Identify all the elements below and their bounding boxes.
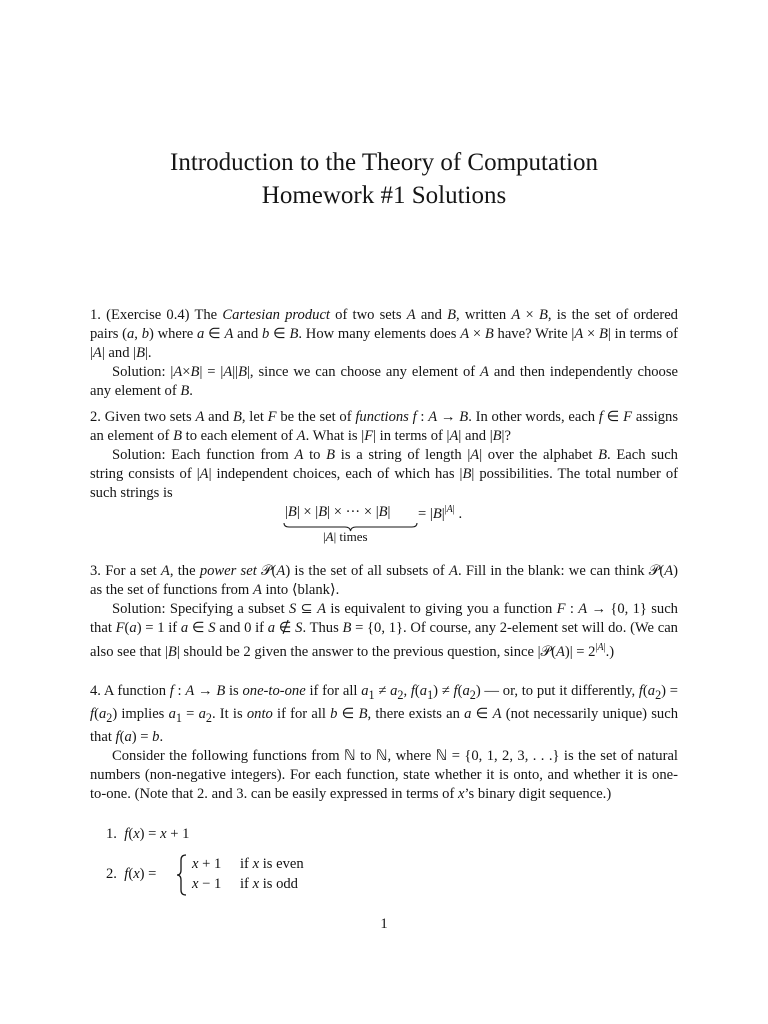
problem-3 [90, 562, 678, 662]
problem-1 [90, 306, 678, 401]
page-number: 1 [380, 916, 388, 932]
left-brace-icon [176, 854, 188, 896]
case-2-expression: x − 1 [192, 876, 222, 892]
problem-4-question: 4. A function f : A → B is one-to-one if for all $a_1 \ne a_2$, $f(a_1) \ne f(a_2)$ — or, to put it differently, $f(a_2) = f(a_2)$ implies $a_1 = a_2$. It is onto if for all b ∈ B, there exists an a ∈ A (not necessarily unique) such that f(a) = b. [90, 683, 678, 745]
problem-2 [90, 408, 678, 503]
case-2-condition: if x is odd [240, 876, 298, 892]
problem-3-question: 3. For a set A, the power set 𝒫(A) is the set of all subsets of A. Fill in the blank: we can think 𝒫(A) as the set of functions from A into ⟨blank⟩. [90, 563, 678, 598]
underbrace-label: |A| times [323, 529, 368, 544]
title-line-2: Homework #1 Solutions [261, 182, 507, 209]
problem-1-question: 1. (Exercise 0.4) The Cartesian product of two sets A and B, written A × B, is the set of ordered pairs (a, b) where a ∈ A and b ∈ B. How many elements does A × B have? Write |A × B| in terms of |A| and |B|. [90, 307, 679, 361]
problem-4-detail: Consider the following functions from ℕ to ℕ, where ℕ = {0, 1, 2, 3, . . .} is the set of natural numbers (non-negative integers). For each function, state whether it is onto, and whether it is one-to-one. (Note that 2. and 3. can be easily expressed in terms of x’s binary digit sequence.) [90, 747, 678, 802]
document-title [0, 146, 768, 212]
title-line-1: Introduction to the Theory of Computation [170, 149, 598, 176]
problem-2-question: 2. Given two sets A and B, let F be the set of functions f : A → B. In other words, each f ∈ F assigns an element of B to each element of A. What is |F| in terms of |A| and |B|? [90, 409, 679, 444]
function-item-2 [106, 852, 406, 898]
function-item-1: 1. f(x) = x + 1 [106, 826, 190, 842]
problem-1-solution: Solution: |A×B| = |A||B|, since we can choose any element of A and then independently choose any element of B. [90, 364, 678, 399]
problem-3-solution: Solution: Specifying a subset S ⊆ A is equivalent to giving you a function F : A → {0, 1} such that F(a) = 1 if a ∈ S and 0 if a ∉ S. Thus B = {0, 1}. Of course, any 2-element set will do. (We can also see that |B| should be 2 given the answer to the previous question, since |𝒫(A)| = $2^{|A|}$.) [90, 601, 678, 660]
case-1-condition: if x is even [240, 856, 304, 872]
formula-product: |B| × |B| × ··· × |B| [285, 504, 391, 520]
formula-result: = $|B|^{|A|}$ . [418, 504, 463, 522]
problem-4 [90, 682, 678, 804]
problem-2-formula [283, 500, 543, 548]
case-1-expression: x + 1 [192, 856, 222, 872]
problem-2-solution: Solution: Each function from A to B is a string of length |A| over the alphabet B. Each such string consists of |A| independent choices, each of which has |B| possibilities. The total number of such strings is [90, 447, 678, 501]
function-item-2-label: 2. f(x) = [106, 866, 157, 882]
